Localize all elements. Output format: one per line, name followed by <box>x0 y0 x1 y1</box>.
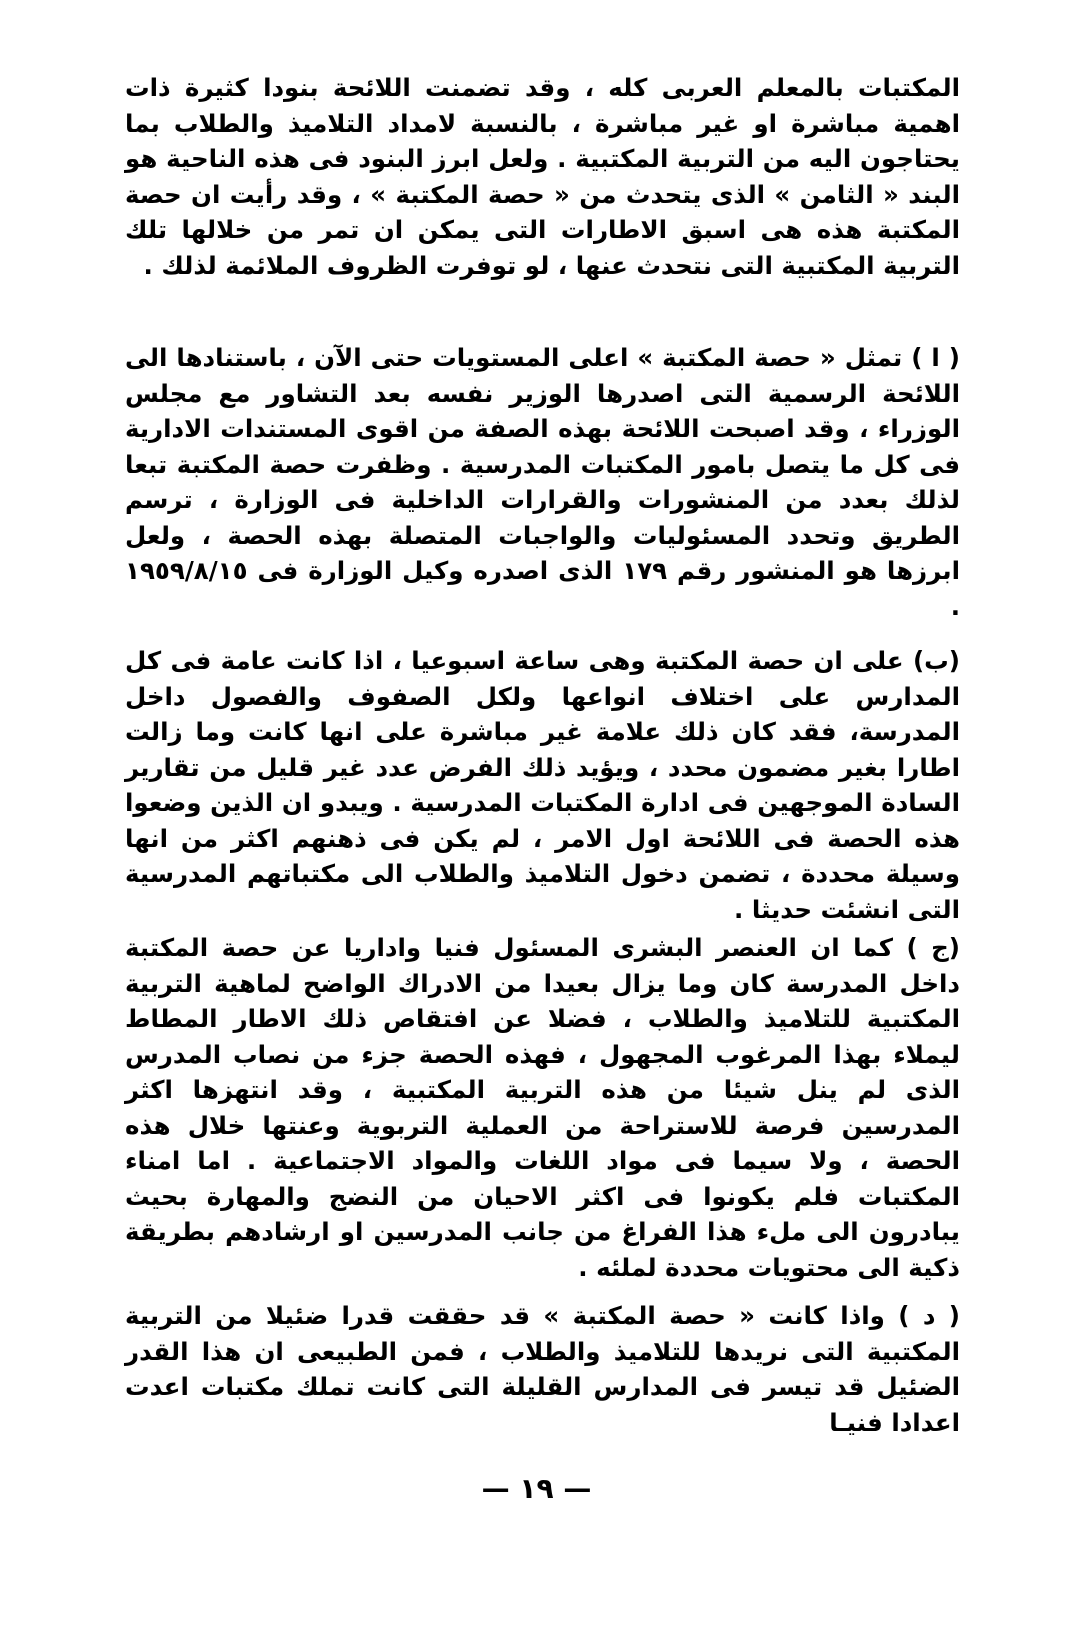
page-number: — ١٩ — <box>481 1472 592 1505</box>
paragraph-c: (ج ) كما ان العنصر البشرى المسئول فنيا واداريا عن حصة المكتبة داخل المدرسة كان وما يزال بعيدا من الادراك الواضح لماهية التربية المكتبية للتلاميذ والطلاب ، فضلا عن افتقاص ذلك الاطار المطاط ليملاء بهذا المرغوب المجهول ، فهذه الحصة جزء من نصاب المدرس الذى لم ينل شيئا من هذه التربية المكتبية ، وقد انتهزها اكثر المدرسين فرصة للاستراحة من العملية التربوية وعنتها خلال هذه الحصة ، ولا سيما فى مواد اللغات والمواد الاجتماعية . اما امناء المكتبات فلم يكونوا فى اكثر الاحيان من النضج والمهارة بحيث يبادرون الى ملء هذا الفراغ من جانب المدرسين او ارشادهم بطريقة ذكية الى محتويات محددة لملئه . <box>125 933 960 1282</box>
paragraph-d: ( د ) واذا كانت « حصة المكتبة » قد حققت قدرا ضئيلا من التربية المكتبية التى نريدها للتلاميذ والطلاب ، فمن الطبيعى ان هذا القدر الضئيل قد تيسر فى المدارس القليلة التى كانت تملك مكتبات اعدت اعدادا فنيـا <box>125 1301 960 1437</box>
paragraph-b: (ب) على ان حصة المكتبة وهى ساعة اسبوعيا ، اذا كانت عامة فى كل المدارس على اختلاف انواعها ولكل الصفوف والفصول داخل المدرسة، فقد كان ذلك علامة غير مباشرة على انها كانت وما زالت اطارا بغير مضمون محدد ، ويؤيد ذلك الفرض عدد غير قليل من تقارير السادة الموجهين فى ادارة المكتبات المدرسية . ويبدو ان الذين وضعوا هذه الحصة فى اللائحة اول الامر ، لم يكن فى ذهنهم اكثر من انها وسيلة محددة ، تضمن دخول التلاميذ والطلاب الى مكتباتهم المدرسية التى انشئت حديثا . <box>125 646 960 924</box>
paragraph-a: ( ا ) تمثل « حصة المكتبة » اعلى المستويات حتى الآن ، باستنادها الى اللائحة الرسمية التى اصدرها الوزير نفسه بعد التشاور مع مجلس الوزراء ، وقد اصبحت اللائحة بهذه الصفة من اقوى المستندات الادارية فى كل ما يتصل بامور المكتبات المدرسية . وظفرت حصة المكتبة تبعا لذلك بعدد من المنشورات والقرارات الداخلية فى الوزارة ، ترسم الطريق وتحدد المسئوليات والواجبات المتصلة بهذه الحصة ، ولعل ابرزها هو المنشور رقم ١٧٩ الذى اصدره وكيل الوزارة فى ١٩٥٩/٨/١٥ . <box>125 343 960 621</box>
paragraph-intro: المكتبات بالمعلم العربى كله ، وقد تضمنت اللائحة بنودا كثيرة ذات اهمية مباشرة او غير مباشرة ، بالنسبة لامداد التلاميذ والطلاب بما يحتاجون اليه من التربية المكتبية . ولعل ابرز البنود فى هذه الناحية هو البند « الثامن » الذى يتحدث من « حصة المكتبة » ، وقد رأيت ان حصة المكتبة هذه هى اسبق الاطارات التى يمكن ان تمر من خلالها تلك التربية المكتبية التى نتحدث عنها ، لو توفرت الظروف الملائمة لذلك . <box>125 73 960 280</box>
